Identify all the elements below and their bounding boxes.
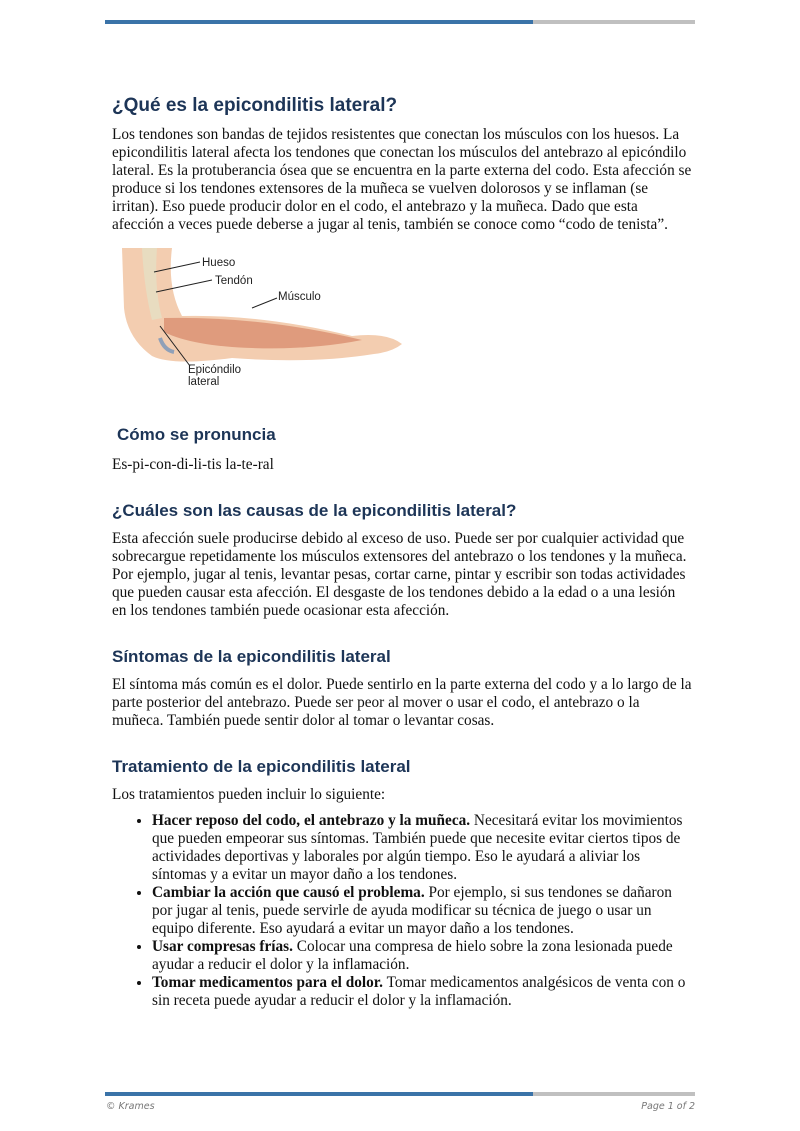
item-title: Cambiar la acción que causó el problema. bbox=[152, 884, 425, 901]
item-title: Usar compresas frías. bbox=[152, 938, 293, 955]
label-bone: Hueso bbox=[202, 257, 236, 269]
list-item bbox=[152, 974, 692, 1010]
item-title: Hacer reposo del codo, el antebrazo y la muñeca. bbox=[152, 812, 471, 829]
label-tendon: Tendón bbox=[215, 275, 253, 287]
list-item bbox=[152, 938, 692, 974]
intro-paragraph: Los tendones son bandas de tejidos resistentes que conectan los músculos con los huesos. La epicondilitis lateral afecta los tendones que conectan los músculos del antebrazo al epicóndilo lateral. Es la protuberancia ósea que se encuentra en la parte externa del codo. Esta afección se produce si los tendones extensores de la muñeca se vuelven dolorosos y se inflaman (se irritan). Eso puede producir dolor en el codo, el antebrazo y la muñeca. Dado que esta afección a veces puede deberse a jugar al tenis, también se conoce como “codo de tenista”. bbox=[112, 126, 692, 233]
footer-copyright: © Krames bbox=[106, 1101, 155, 1112]
pronunciation-heading: Cómo se pronuncia bbox=[117, 425, 276, 444]
treatment-intro: Los tratamientos pueden incluir lo siguiente: bbox=[112, 786, 386, 803]
label-muscle: Músculo bbox=[278, 291, 321, 303]
footer-page-number: Page 1 of 2 bbox=[641, 1101, 695, 1112]
header-bar bbox=[105, 20, 695, 24]
list-item bbox=[152, 884, 692, 938]
list-item bbox=[152, 812, 692, 884]
causes-heading: ¿Cuáles son las causas de la epicondilitis lateral? bbox=[112, 501, 517, 520]
item-text: Necesitará evitar los movimientos que pueden empeorar sus síntomas. También puede que necesite evitar ciertos tipos de actividades deportivas y laborales por algún tiempo. Eso le ayudará a aliviar los síntomas y a evitar un mayor daño a los tendones. bbox=[152, 812, 683, 883]
item-text: Tomar medicamentos analgésicos de venta con o sin receta puede ayudar a reducir el dolor y la inflamación. bbox=[152, 974, 686, 1009]
page-title: ¿Qué es la epicondilitis lateral? bbox=[112, 95, 398, 116]
treatment-heading: Tratamiento de la epicondilitis lateral bbox=[112, 757, 411, 776]
item-text: Colocar una compresa de hielo sobre la zona lesionada puede ayudar a reducir el dolor y la inflamación. bbox=[152, 938, 673, 973]
symptoms-text: El síntoma más común es el dolor. Puede sentirlo en la parte externa del codo y a lo largo de la parte posterior del antebrazo. Puede ser peor al mover o usar el codo, el antebrazo o la muñeca. También puede sentir dolor al tomar o levantar cosas. bbox=[112, 676, 692, 729]
treatment-list bbox=[112, 812, 692, 1010]
item-title: Tomar medicamentos para el dolor. bbox=[152, 974, 384, 991]
elbow-illustration bbox=[112, 248, 412, 400]
symptoms-heading: Síntomas de la epicondilitis lateral bbox=[112, 647, 391, 666]
causes-text: Esta afección suele producirse debido al exceso de uso. Puede ser por cualquier actividad que sobrecargue repetidamente los músculos extensores del antebrazo o los tendones y la muñeca. Por ejemplo, jugar al tenis, levantar pesas, cortar carne, pintar y escribir son todas actividades que pueden causar esta afección. El desgaste de los tendones debido a la edad o a una lesión en los tendones también puede ocasionar esta afección. bbox=[112, 530, 687, 619]
label-epicondyle-1: Epicóndilo bbox=[188, 364, 242, 376]
footer-bar bbox=[105, 1092, 695, 1096]
item-text: Por ejemplo, si sus tendones se dañaron por jugar al tenis, puede servirle de ayuda modificar su técnica de juego o usar un equipo diferente. Eso ayudará a evitar un mayor daño a los tendones. bbox=[152, 884, 672, 937]
document-body bbox=[112, 94, 692, 1010]
label-epicondyle-2: lateral bbox=[188, 376, 220, 388]
pronunciation-text: Es-pi-con-di-li-tis la-te-ral bbox=[112, 456, 274, 473]
